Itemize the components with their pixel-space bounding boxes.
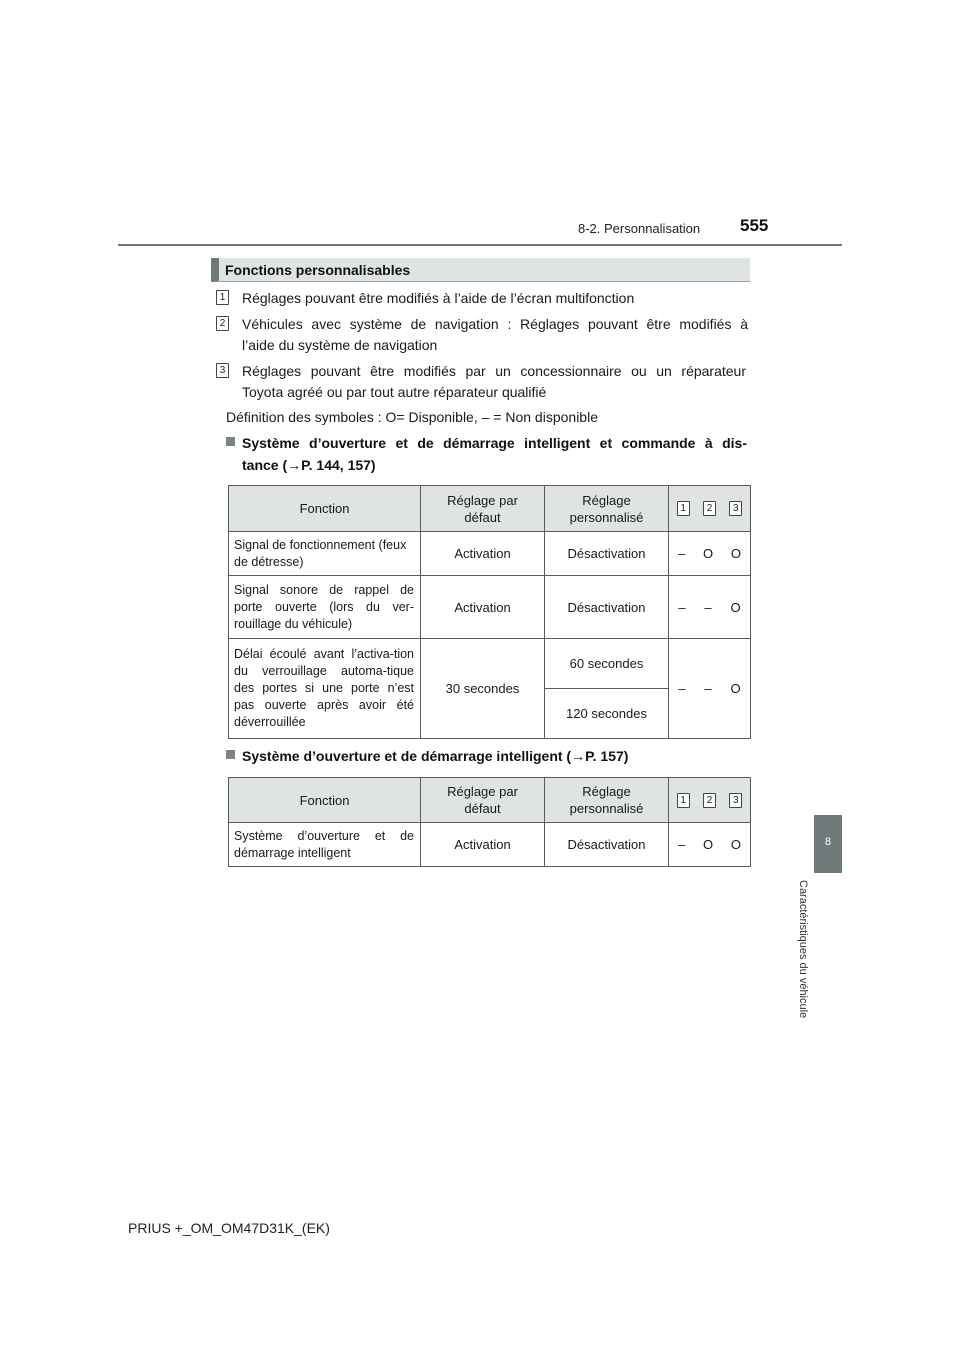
row-default: 30 secondes bbox=[421, 639, 545, 739]
row-default: Activation bbox=[421, 823, 545, 867]
settings-table-1 bbox=[228, 485, 751, 739]
chapter-label: Caractéristiques du véhicule bbox=[797, 880, 809, 1019]
row-custom-option-1: 60 secondes bbox=[545, 639, 669, 689]
header-custom: Réglage personnalisé bbox=[545, 778, 669, 823]
avail-3: O bbox=[730, 546, 742, 561]
header-badge-3: 3 bbox=[729, 501, 742, 516]
legend-text-3-line2: Toyota agréé ou par tout autre réparateur qualifié bbox=[242, 384, 547, 400]
legend-text-2-line2: l’aide du système de navigation bbox=[242, 337, 438, 353]
avail-2: O bbox=[702, 546, 714, 561]
legend-text-3-line1: Réglages pouvant être modifiés par un concessionnaire ou un réparateur bbox=[242, 363, 746, 379]
settings-table-2 bbox=[228, 777, 751, 867]
avail-1: – bbox=[677, 837, 686, 852]
header-badge-2: 2 bbox=[703, 793, 716, 808]
avail-3: O bbox=[730, 599, 741, 615]
header-default: Réglage par défaut bbox=[421, 486, 545, 532]
row-availability bbox=[669, 576, 751, 639]
row-function: Signal sonore de rappel de porte ouverte (lors du ver-rouillage du véhicule) bbox=[229, 576, 421, 639]
row-function: Délai écoulé avant l’activa-tion du verrouillage automa-tique des portes si une porte n’est pas ouverte après avoir été déverrouillée bbox=[229, 639, 421, 739]
header-badge-1: 1 bbox=[677, 793, 690, 808]
row-default: Activation bbox=[421, 576, 545, 639]
row-function: Signal de fonctionnement (feux de détresse) bbox=[229, 532, 421, 576]
legend-badge-1: 1 bbox=[216, 290, 229, 305]
table-row bbox=[229, 823, 751, 867]
legend-badge-2: 2 bbox=[216, 316, 229, 331]
avail-2: – bbox=[704, 681, 712, 696]
row-availability bbox=[669, 823, 751, 867]
avail-3: O bbox=[730, 837, 742, 852]
avail-2: O bbox=[702, 837, 714, 852]
chapter-tab bbox=[814, 815, 842, 873]
section-title: Fonctions personnalisables bbox=[225, 262, 411, 278]
header-badge-1: 1 bbox=[677, 501, 690, 516]
row-availability bbox=[669, 639, 751, 739]
chapter-number: 8 bbox=[824, 836, 832, 848]
subsection-1-title-line2: tance (→P. 144, 157) bbox=[242, 457, 376, 473]
subsection-2-title: Système d’ouverture et de démarrage intelligent (→P. 157) bbox=[242, 748, 629, 764]
section-title-bar bbox=[211, 258, 750, 282]
header-badge-3: 3 bbox=[729, 793, 742, 808]
header-badge-2: 2 bbox=[703, 501, 716, 516]
running-header-section: 8-2. Personnalisation bbox=[578, 221, 701, 236]
avail-1: – bbox=[677, 546, 686, 561]
table-row bbox=[229, 639, 751, 689]
legend-badge-3: 3 bbox=[216, 363, 229, 378]
bullet-square-icon bbox=[226, 437, 235, 446]
legend-text-1: Réglages pouvant être modifiés à l’aide de l’écran multifonction bbox=[242, 290, 635, 306]
header-availability bbox=[669, 486, 751, 532]
table-header-row bbox=[229, 486, 751, 532]
avail-3: O bbox=[730, 681, 741, 696]
row-custom: Désactivation bbox=[545, 823, 669, 867]
header-function: Fonction bbox=[229, 778, 421, 823]
header-function: Fonction bbox=[229, 486, 421, 532]
table-header-row bbox=[229, 778, 751, 823]
row-availability bbox=[669, 532, 751, 576]
table-row bbox=[229, 532, 751, 576]
document-code-footer: PRIUS +_OM_OM47D31K_(EK) bbox=[128, 1220, 330, 1236]
row-custom: Désactivation bbox=[545, 576, 669, 639]
symbols-definition: Définition des symboles : O= Disponible, – = Non disponible bbox=[226, 409, 598, 425]
row-default: Activation bbox=[421, 532, 545, 576]
page-number: 555 bbox=[740, 216, 769, 235]
bullet-square-icon bbox=[226, 750, 235, 759]
subsection-1-title-line1: Système d’ouverture et de démarrage intelligent et commande à dis- bbox=[242, 435, 747, 451]
header-default: Réglage par défaut bbox=[421, 778, 545, 823]
header-rule bbox=[118, 244, 842, 246]
table-row bbox=[229, 576, 751, 639]
avail-2: – bbox=[704, 599, 712, 615]
avail-1: – bbox=[678, 599, 686, 615]
avail-1: – bbox=[678, 681, 686, 696]
header-custom: Réglage personnalisé bbox=[545, 486, 669, 532]
row-custom: Désactivation bbox=[545, 532, 669, 576]
legend-text-2-line1: Véhicules avec système de navigation : Réglages pouvant être modifiés à bbox=[242, 316, 748, 332]
row-function: Système d’ouverture et de démarrage intelligent bbox=[229, 823, 421, 867]
row-custom-option-2: 120 secondes bbox=[545, 689, 669, 739]
header-availability bbox=[669, 778, 751, 823]
